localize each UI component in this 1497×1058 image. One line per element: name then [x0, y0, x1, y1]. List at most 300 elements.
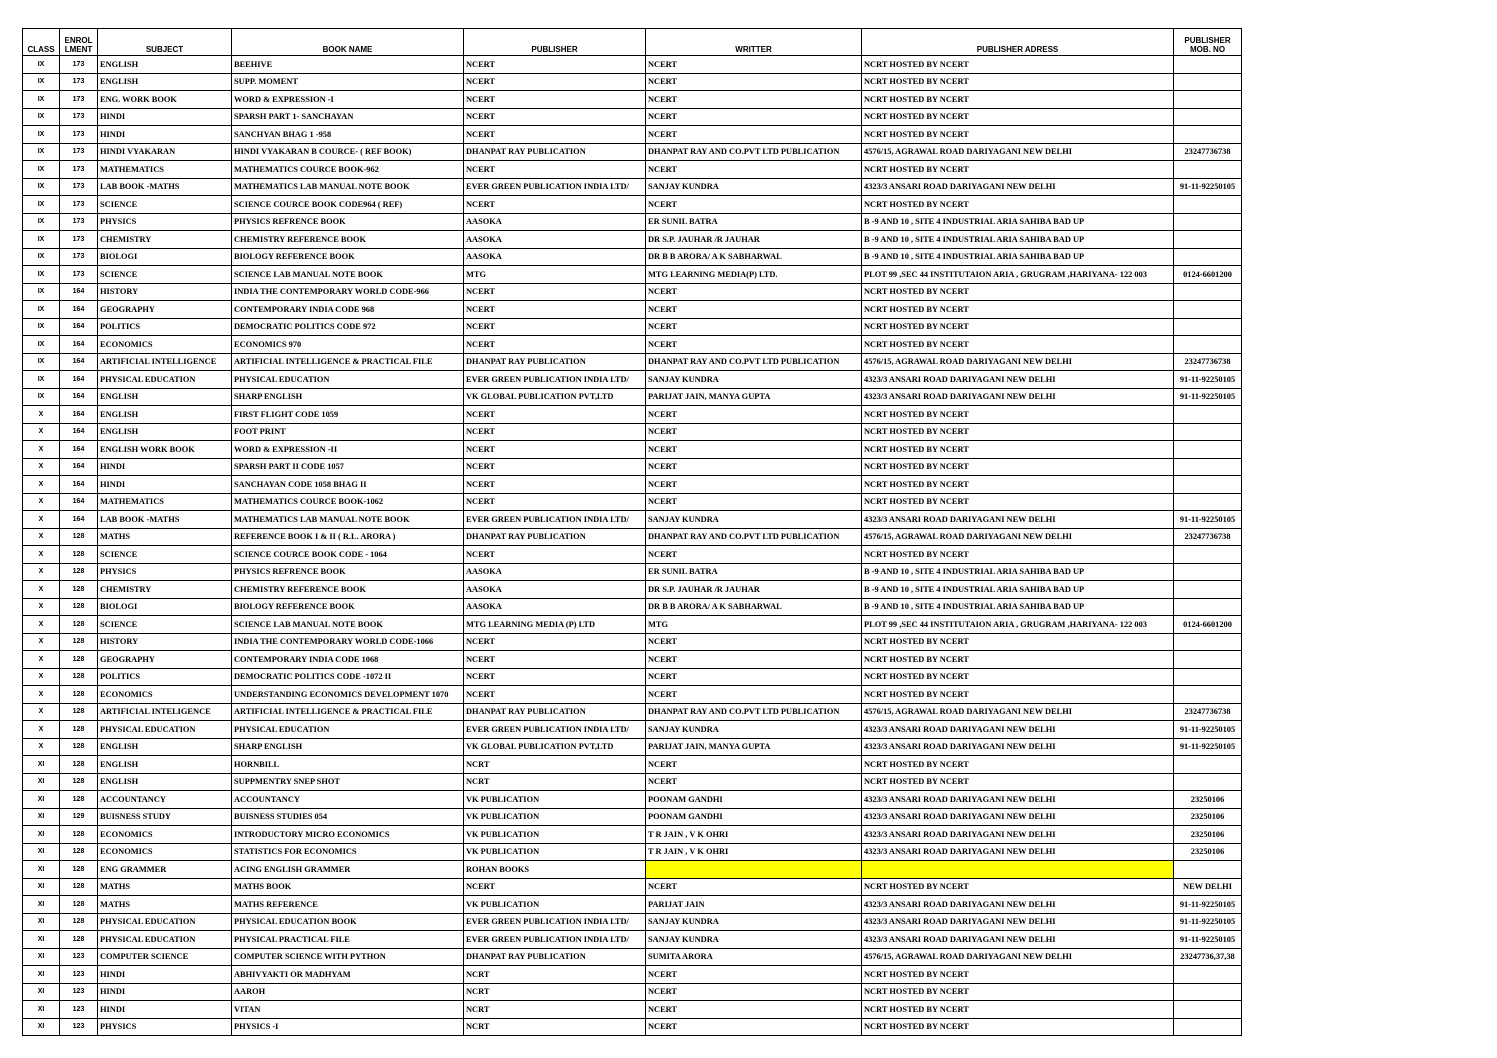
cell-enrolment: 164 [60, 353, 98, 371]
book-list-table [22, 28, 1242, 1036]
cell-class: X [23, 476, 60, 494]
cell-publisher: NCRT [464, 1018, 646, 1036]
cell-book-name: HINDI VYAKARAN B COURCE- ( REF BOOK) [232, 143, 464, 161]
cell-class: IX [23, 126, 60, 144]
cell-writer: NCERT [646, 773, 862, 791]
cell-enrolment: 128 [60, 843, 98, 861]
cell-writer: NCERT [646, 651, 862, 669]
cell-publisher-address: NCRT HOSTED BY NCERT [862, 686, 1174, 704]
cell-subject: ENG GRAMMER [98, 861, 232, 879]
cell-enrolment: 164 [60, 441, 98, 459]
cell-publisher-address: B -9 AND 10 , SITE 4 INDUSTRIAL ARIA SAHIBA BAD UP [862, 563, 1174, 581]
cell-enrolment: 173 [60, 231, 98, 249]
cell-enrolment: 164 [60, 493, 98, 511]
cell-subject: ENG. WORK BOOK [98, 91, 232, 109]
cell-subject: ECONOMICS [98, 826, 232, 844]
cell-class: IX [23, 266, 60, 284]
cell-writer: NCERT [646, 458, 862, 476]
cell-book-name: PHYSICAL EDUCATION [232, 721, 464, 739]
cell-writer: MTG [646, 616, 862, 634]
table-row [23, 563, 1242, 581]
cell-publisher-address: NCRT HOSTED BY NCERT [862, 668, 1174, 686]
cell-enrolment: 173 [60, 178, 98, 196]
cell-subject: ECONOMICS [98, 843, 232, 861]
cell-enrolment: 128 [60, 861, 98, 879]
cell-publisher: NCERT [464, 651, 646, 669]
table-row [23, 878, 1242, 896]
cell-publisher: NCRT [464, 1001, 646, 1019]
cell-book-name: MATHEMATICS LAB MANUAL NOTE BOOK [232, 511, 464, 529]
cell-writer: NCERT [646, 966, 862, 984]
cell-publisher-address: NCRT HOSTED BY NCERT [862, 878, 1174, 896]
cell-enrolment: 128 [60, 651, 98, 669]
cell-writer: NCERT [646, 108, 862, 126]
cell-publisher-mobile [1174, 301, 1242, 319]
cell-publisher: EVER GREEN PUBLICATION INDIA LTD/ [464, 511, 646, 529]
cell-publisher-mobile [1174, 423, 1242, 441]
cell-subject: SCIENCE [98, 546, 232, 564]
table-row [23, 493, 1242, 511]
cell-subject: SCIENCE [98, 266, 232, 284]
cell-book-name: FIRST FLIGHT CODE 1059 [232, 406, 464, 424]
cell-publisher: EVER GREEN PUBLICATION INDIA LTD/ [464, 178, 646, 196]
header-enrolment: ENROL LMENT [60, 29, 98, 56]
cell-class: IX [23, 388, 60, 406]
cell-writer: NCERT [646, 406, 862, 424]
cell-publisher-address: NCRT HOSTED BY NCERT [862, 458, 1174, 476]
cell-book-name: PHYSICS REFRENCE BOOK [232, 563, 464, 581]
cell-subject: BUISNESS STUDY [98, 808, 232, 826]
cell-publisher-address: NCRT HOSTED BY NCERT [862, 983, 1174, 1001]
cell-publisher: NCERT [464, 196, 646, 214]
cell-publisher-mobile: 0124-6601200 [1174, 266, 1242, 284]
table-row [23, 318, 1242, 336]
cell-enrolment: 173 [60, 161, 98, 179]
cell-enrolment: 173 [60, 213, 98, 231]
table-row [23, 616, 1242, 634]
cell-subject: ENGLISH [98, 73, 232, 91]
cell-publisher-mobile: 91-11-92250105 [1174, 371, 1242, 389]
cell-book-name: MATHEMATICS COURCE BOOK-962 [232, 161, 464, 179]
cell-writer: NCERT [646, 423, 862, 441]
cell-book-name: SCIENCE LAB MANUAL NOTE BOOK [232, 266, 464, 284]
cell-book-name: DEMOCRATIC POLITICS CODE -1072 II [232, 668, 464, 686]
cell-book-name: MATHEMATICS COURCE BOOK-1062 [232, 493, 464, 511]
cell-writer: PARIJAT JAIN, MANYA GUPTA [646, 388, 862, 406]
cell-writer: NCERT [646, 1018, 862, 1036]
cell-writer: NCERT [646, 56, 862, 74]
cell-subject: BIOLOGI [98, 248, 232, 266]
cell-book-name: MATHS BOOK [232, 878, 464, 896]
cell-publisher-mobile [1174, 686, 1242, 704]
cell-book-name: ACING ENGLISH GRAMMER [232, 861, 464, 879]
header-publisher: PUBLISHER [464, 29, 646, 56]
cell-publisher-address: B -9 AND 10 , SITE 4 INDUSTRIAL ARIA SAHIBA BAD UP [862, 598, 1174, 616]
cell-publisher-mobile [1174, 126, 1242, 144]
cell-enrolment: 128 [60, 581, 98, 599]
cell-class: XI [23, 808, 60, 826]
cell-class: IX [23, 143, 60, 161]
cell-publisher-mobile [1174, 966, 1242, 984]
cell-enrolment: 123 [60, 1018, 98, 1036]
table-row [23, 406, 1242, 424]
cell-enrolment: 128 [60, 756, 98, 774]
cell-publisher-address: NCRT HOSTED BY NCERT [862, 966, 1174, 984]
table-row [23, 651, 1242, 669]
table-row [23, 266, 1242, 284]
cell-class: X [23, 703, 60, 721]
cell-subject: HINDI [98, 126, 232, 144]
cell-subject: HINDI [98, 476, 232, 494]
cell-class: XI [23, 983, 60, 1001]
cell-publisher-mobile: 23247736738 [1174, 143, 1242, 161]
cell-writer: NCERT [646, 318, 862, 336]
cell-subject: PHYSICAL EDUCATION [98, 371, 232, 389]
table-row [23, 73, 1242, 91]
cell-writer: POONAM GANDHI [646, 791, 862, 809]
cell-enrolment: 164 [60, 458, 98, 476]
cell-publisher-address: NCRT HOSTED BY NCERT [862, 56, 1174, 74]
cell-class: IX [23, 371, 60, 389]
cell-book-name: PHYSICS REFRENCE BOOK [232, 213, 464, 231]
cell-publisher-mobile [1174, 441, 1242, 459]
cell-writer: NCERT [646, 126, 862, 144]
cell-enrolment: 164 [60, 406, 98, 424]
cell-class: IX [23, 73, 60, 91]
cell-subject: ENGLISH [98, 773, 232, 791]
table-row [23, 231, 1242, 249]
cell-book-name: MATHS REFERENCE [232, 896, 464, 914]
table-row [23, 353, 1242, 371]
cell-writer: DR S.P. JAUHAR /R JAUHAR [646, 581, 862, 599]
table-row [23, 248, 1242, 266]
cell-publisher-address: B -9 AND 10 , SITE 4 INDUSTRIAL ARIA SAHIBA BAD UP [862, 248, 1174, 266]
cell-enrolment: 164 [60, 318, 98, 336]
cell-subject: ENGLISH [98, 388, 232, 406]
table-row [23, 703, 1242, 721]
cell-subject: LAB BOOK -MATHS [98, 511, 232, 529]
cell-class: IX [23, 108, 60, 126]
cell-publisher: NCRT [464, 773, 646, 791]
cell-class: X [23, 721, 60, 739]
cell-class: X [23, 546, 60, 564]
cell-book-name: ARTIFICIAL INTELLIGENCE & PRACTICAL FILE [232, 703, 464, 721]
cell-book-name: FOOT PRINT [232, 423, 464, 441]
cell-publisher-mobile [1174, 91, 1242, 109]
cell-writer: NCERT [646, 633, 862, 651]
cell-subject: PHYSICAL EDUCATION [98, 931, 232, 949]
cell-publisher-address: NCRT HOSTED BY NCERT [862, 91, 1174, 109]
cell-enrolment: 128 [60, 738, 98, 756]
cell-publisher-mobile: 0124-6601200 [1174, 616, 1242, 634]
cell-publisher-mobile [1174, 1001, 1242, 1019]
cell-subject: SCIENCE [98, 616, 232, 634]
table-row [23, 511, 1242, 529]
cell-publisher: NCERT [464, 458, 646, 476]
book-list-sheet [22, 28, 1241, 1036]
cell-subject: MATHS [98, 528, 232, 546]
cell-class: X [23, 458, 60, 476]
cell-publisher: AASOKA [464, 581, 646, 599]
cell-book-name: BIOLOGY REFERENCE BOOK [232, 248, 464, 266]
cell-enrolment: 128 [60, 563, 98, 581]
cell-class: X [23, 633, 60, 651]
cell-publisher-mobile [1174, 668, 1242, 686]
cell-publisher-address: NCRT HOSTED BY NCERT [862, 546, 1174, 564]
cell-publisher-mobile [1174, 161, 1242, 179]
table-row [23, 126, 1242, 144]
cell-enrolment: 128 [60, 896, 98, 914]
cell-class: XI [23, 913, 60, 931]
cell-book-name: MATHEMATICS LAB MANUAL NOTE BOOK [232, 178, 464, 196]
cell-publisher: NCERT [464, 336, 646, 354]
cell-writer: NCERT [646, 73, 862, 91]
cell-class: X [23, 651, 60, 669]
cell-subject: GEOGRAPHY [98, 301, 232, 319]
cell-writer: T R JAIN , V K OHRI [646, 843, 862, 861]
cell-publisher: VK GLOBAL PUBLICATION PVT,LTD [464, 388, 646, 406]
table-row [23, 948, 1242, 966]
table-row [23, 213, 1242, 231]
cell-enrolment: 123 [60, 966, 98, 984]
cell-writer: ER SUNIL BATRA [646, 213, 862, 231]
cell-subject: MATHEMATICS [98, 493, 232, 511]
cell-enrolment: 173 [60, 143, 98, 161]
cell-publisher-address: NCRT HOSTED BY NCERT [862, 196, 1174, 214]
cell-publisher: NCERT [464, 423, 646, 441]
table-row [23, 913, 1242, 931]
cell-publisher-address: 4576/15, AGRAWAL ROAD DARIYAGANI NEW DELHI [862, 143, 1174, 161]
table-row [23, 178, 1242, 196]
cell-publisher-mobile [1174, 248, 1242, 266]
cell-book-name: INTRODUCTORY MICRO ECONOMICS [232, 826, 464, 844]
cell-enrolment: 129 [60, 808, 98, 826]
cell-class: XI [23, 1001, 60, 1019]
cell-writer: NCERT [646, 686, 862, 704]
table-row [23, 301, 1242, 319]
cell-publisher-address: NCRT HOSTED BY NCERT [862, 126, 1174, 144]
cell-enrolment: 164 [60, 511, 98, 529]
cell-publisher-address: NCRT HOSTED BY NCERT [862, 283, 1174, 301]
cell-publisher: AASOKA [464, 563, 646, 581]
cell-class: XI [23, 896, 60, 914]
cell-class: IX [23, 91, 60, 109]
cell-enrolment: 128 [60, 703, 98, 721]
cell-publisher-mobile [1174, 861, 1242, 879]
cell-publisher-address: 4323/3 ANSARI ROAD DARIYAGANI NEW DELHI [862, 931, 1174, 949]
cell-subject: ECONOMICS [98, 686, 232, 704]
cell-writer: NCERT [646, 91, 862, 109]
cell-publisher-mobile [1174, 563, 1242, 581]
cell-publisher-mobile: 91-11-92250105 [1174, 721, 1242, 739]
table-row [23, 633, 1242, 651]
cell-class: X [23, 668, 60, 686]
cell-book-name: ECONOMICS 970 [232, 336, 464, 354]
cell-publisher: VK PUBLICATION [464, 791, 646, 809]
cell-writer: DR S.P. JAUHAR /R JAUHAR [646, 231, 862, 249]
cell-enrolment: 173 [60, 73, 98, 91]
table-row [23, 336, 1242, 354]
cell-enrolment: 128 [60, 931, 98, 949]
cell-publisher-mobile: 91-11-92250105 [1174, 511, 1242, 529]
table-row [23, 388, 1242, 406]
cell-publisher-address: 4323/3 ANSARI ROAD DARIYAGANI NEW DELHI [862, 721, 1174, 739]
cell-writer: NCERT [646, 336, 862, 354]
cell-subject: MATHS [98, 896, 232, 914]
cell-subject: ENGLISH [98, 756, 232, 774]
cell-publisher-address: 4323/3 ANSARI ROAD DARIYAGANI NEW DELHI [862, 826, 1174, 844]
cell-book-name: CHEMISTRY REFERENCE BOOK [232, 581, 464, 599]
cell-publisher-address: NCRT HOSTED BY NCERT [862, 1001, 1174, 1019]
cell-subject: ENGLISH [98, 423, 232, 441]
cell-publisher-address: NCRT HOSTED BY NCERT [862, 108, 1174, 126]
cell-class: XI [23, 791, 60, 809]
table-row [23, 826, 1242, 844]
cell-publisher-address: 4323/3 ANSARI ROAD DARIYAGANI NEW DELHI [862, 388, 1174, 406]
table-row [23, 668, 1242, 686]
cell-writer: NCERT [646, 1001, 862, 1019]
cell-publisher-mobile [1174, 598, 1242, 616]
cell-publisher: NCERT [464, 686, 646, 704]
cell-writer [646, 861, 862, 879]
table-body [23, 56, 1242, 1036]
cell-publisher-address: B -9 AND 10 , SITE 4 INDUSTRIAL ARIA SAHIBA BAD UP [862, 231, 1174, 249]
cell-subject: ARTIFICIAL INTELIGENCE [98, 703, 232, 721]
cell-publisher-mobile [1174, 318, 1242, 336]
cell-class: XI [23, 773, 60, 791]
cell-publisher: EVER GREEN PUBLICATION INDIA LTD/ [464, 931, 646, 949]
cell-publisher-address: 4323/3 ANSARI ROAD DARIYAGANI NEW DELHI [862, 896, 1174, 914]
table-row [23, 1018, 1242, 1036]
cell-writer: NCERT [646, 878, 862, 896]
cell-subject: MATHS [98, 878, 232, 896]
cell-publisher-mobile [1174, 213, 1242, 231]
cell-book-name: CONTEMPORARY INDIA CODE 968 [232, 301, 464, 319]
cell-publisher: NCERT [464, 668, 646, 686]
cell-publisher-mobile [1174, 108, 1242, 126]
cell-writer: SANJAY KUNDRA [646, 913, 862, 931]
cell-enrolment: 128 [60, 913, 98, 931]
cell-publisher-address: PLOT 99 ,SEC 44 INSTITUTAION ARIA , GRUGRAM ,HARIYANA- 122 003 [862, 616, 1174, 634]
cell-writer: ER SUNIL BATRA [646, 563, 862, 581]
cell-writer: DR B B ARORA/ A K SABHARWAL [646, 248, 862, 266]
cell-enrolment: 128 [60, 528, 98, 546]
table-row [23, 196, 1242, 214]
cell-publisher: VK PUBLICATION [464, 896, 646, 914]
cell-writer: MTG LEARNING MEDIA(P) LTD. [646, 266, 862, 284]
cell-enrolment: 128 [60, 686, 98, 704]
cell-publisher: EVER GREEN PUBLICATION INDIA LTD/ [464, 913, 646, 931]
cell-publisher-mobile [1174, 493, 1242, 511]
cell-subject: ENGLISH [98, 406, 232, 424]
table-row [23, 756, 1242, 774]
cell-writer: PARIJAT JAIN, MANYA GUPTA [646, 738, 862, 756]
cell-enrolment: 123 [60, 1001, 98, 1019]
cell-book-name: SCIENCE COURCE BOOK CODE964 ( REF) [232, 196, 464, 214]
cell-book-name: BUISNESS STUDIES 054 [232, 808, 464, 826]
header-book-name: BOOK NAME [232, 29, 464, 56]
cell-class: XI [23, 931, 60, 949]
cell-subject: PHYSICAL EDUCATION [98, 721, 232, 739]
cell-subject: HISTORY [98, 283, 232, 301]
cell-class: IX [23, 301, 60, 319]
cell-class: IX [23, 178, 60, 196]
cell-writer: NCERT [646, 161, 862, 179]
cell-enrolment: 128 [60, 598, 98, 616]
cell-book-name: STATISTICS FOR ECONOMICS [232, 843, 464, 861]
cell-subject: ARTIFICIAL INTELLIGENCE [98, 353, 232, 371]
table-row [23, 476, 1242, 494]
table-row [23, 91, 1242, 109]
cell-publisher: NCERT [464, 406, 646, 424]
cell-publisher-mobile [1174, 773, 1242, 791]
cell-publisher-mobile: 91-11-92250105 [1174, 896, 1242, 914]
cell-book-name: SPARSH PART 1- SANCHAYAN [232, 108, 464, 126]
table-row [23, 843, 1242, 861]
cell-book-name: VITAN [232, 1001, 464, 1019]
cell-enrolment: 164 [60, 371, 98, 389]
cell-publisher: DHANPAT RAY PUBLICATION [464, 528, 646, 546]
cell-subject: PHYSICS [98, 213, 232, 231]
cell-book-name: PHYSICAL EDUCATION BOOK [232, 913, 464, 931]
cell-book-name: UNDERSTANDING ECONOMICS DEVELOPMENT 1070 [232, 686, 464, 704]
cell-publisher-address: NCRT HOSTED BY NCERT [862, 423, 1174, 441]
cell-enrolment: 128 [60, 826, 98, 844]
cell-publisher-address: 4323/3 ANSARI ROAD DARIYAGANI NEW DELHI [862, 511, 1174, 529]
cell-class: X [23, 616, 60, 634]
cell-publisher-address: NCRT HOSTED BY NCERT [862, 493, 1174, 511]
cell-subject: COMPUTER SCIENCE [98, 948, 232, 966]
cell-enrolment: 173 [60, 56, 98, 74]
cell-publisher-address: NCRT HOSTED BY NCERT [862, 301, 1174, 319]
cell-publisher-mobile: 91-11-92250105 [1174, 913, 1242, 931]
cell-writer: SANJAY KUNDRA [646, 931, 862, 949]
cell-book-name: ABHIVYAKTI OR MADHYAM [232, 966, 464, 984]
cell-class: X [23, 441, 60, 459]
cell-book-name: SCIENCE LAB MANUAL NOTE BOOK [232, 616, 464, 634]
cell-publisher-address: 4323/3 ANSARI ROAD DARIYAGANI NEW DELHI [862, 843, 1174, 861]
cell-class: XI [23, 948, 60, 966]
cell-class: IX [23, 248, 60, 266]
header-subject: SUBJECT [98, 29, 232, 56]
cell-publisher: EVER GREEN PUBLICATION INDIA LTD/ [464, 371, 646, 389]
cell-class: IX [23, 161, 60, 179]
cell-publisher-mobile: 91-11-92250105 [1174, 388, 1242, 406]
cell-subject: CHEMISTRY [98, 581, 232, 599]
cell-book-name: ARTIFICIAL INTELLIGENCE & PRACTICAL FILE [232, 353, 464, 371]
cell-publisher: AASOKA [464, 248, 646, 266]
cell-publisher-mobile: NEW DELHI [1174, 878, 1242, 896]
cell-publisher-address: 4323/3 ANSARI ROAD DARIYAGANI NEW DELHI [862, 178, 1174, 196]
cell-publisher: MTG LEARNING MEDIA (P) LTD [464, 616, 646, 634]
cell-publisher: DHANPAT RAY PUBLICATION [464, 143, 646, 161]
cell-subject: MATHEMATICS [98, 161, 232, 179]
cell-subject: POLITICS [98, 668, 232, 686]
cell-book-name: SCIENCE COURCE BOOK CODE - 1064 [232, 546, 464, 564]
table-row [23, 896, 1242, 914]
cell-publisher-mobile: 91-11-92250105 [1174, 931, 1242, 949]
cell-class: X [23, 423, 60, 441]
table-row [23, 528, 1242, 546]
header-writer: WRITTER [646, 29, 862, 56]
cell-subject: HINDI [98, 983, 232, 1001]
cell-class: X [23, 581, 60, 599]
cell-publisher-address: 4323/3 ANSARI ROAD DARIYAGANI NEW DELHI [862, 808, 1174, 826]
cell-publisher-address: 4576/15, AGRAWAL ROAD DARIYAGANI NEW DELHI [862, 703, 1174, 721]
cell-writer: DHANPAT RAY AND CO.PVT LTD PUBLICATION [646, 528, 862, 546]
cell-enrolment: 128 [60, 668, 98, 686]
cell-subject: GEOGRAPHY [98, 651, 232, 669]
